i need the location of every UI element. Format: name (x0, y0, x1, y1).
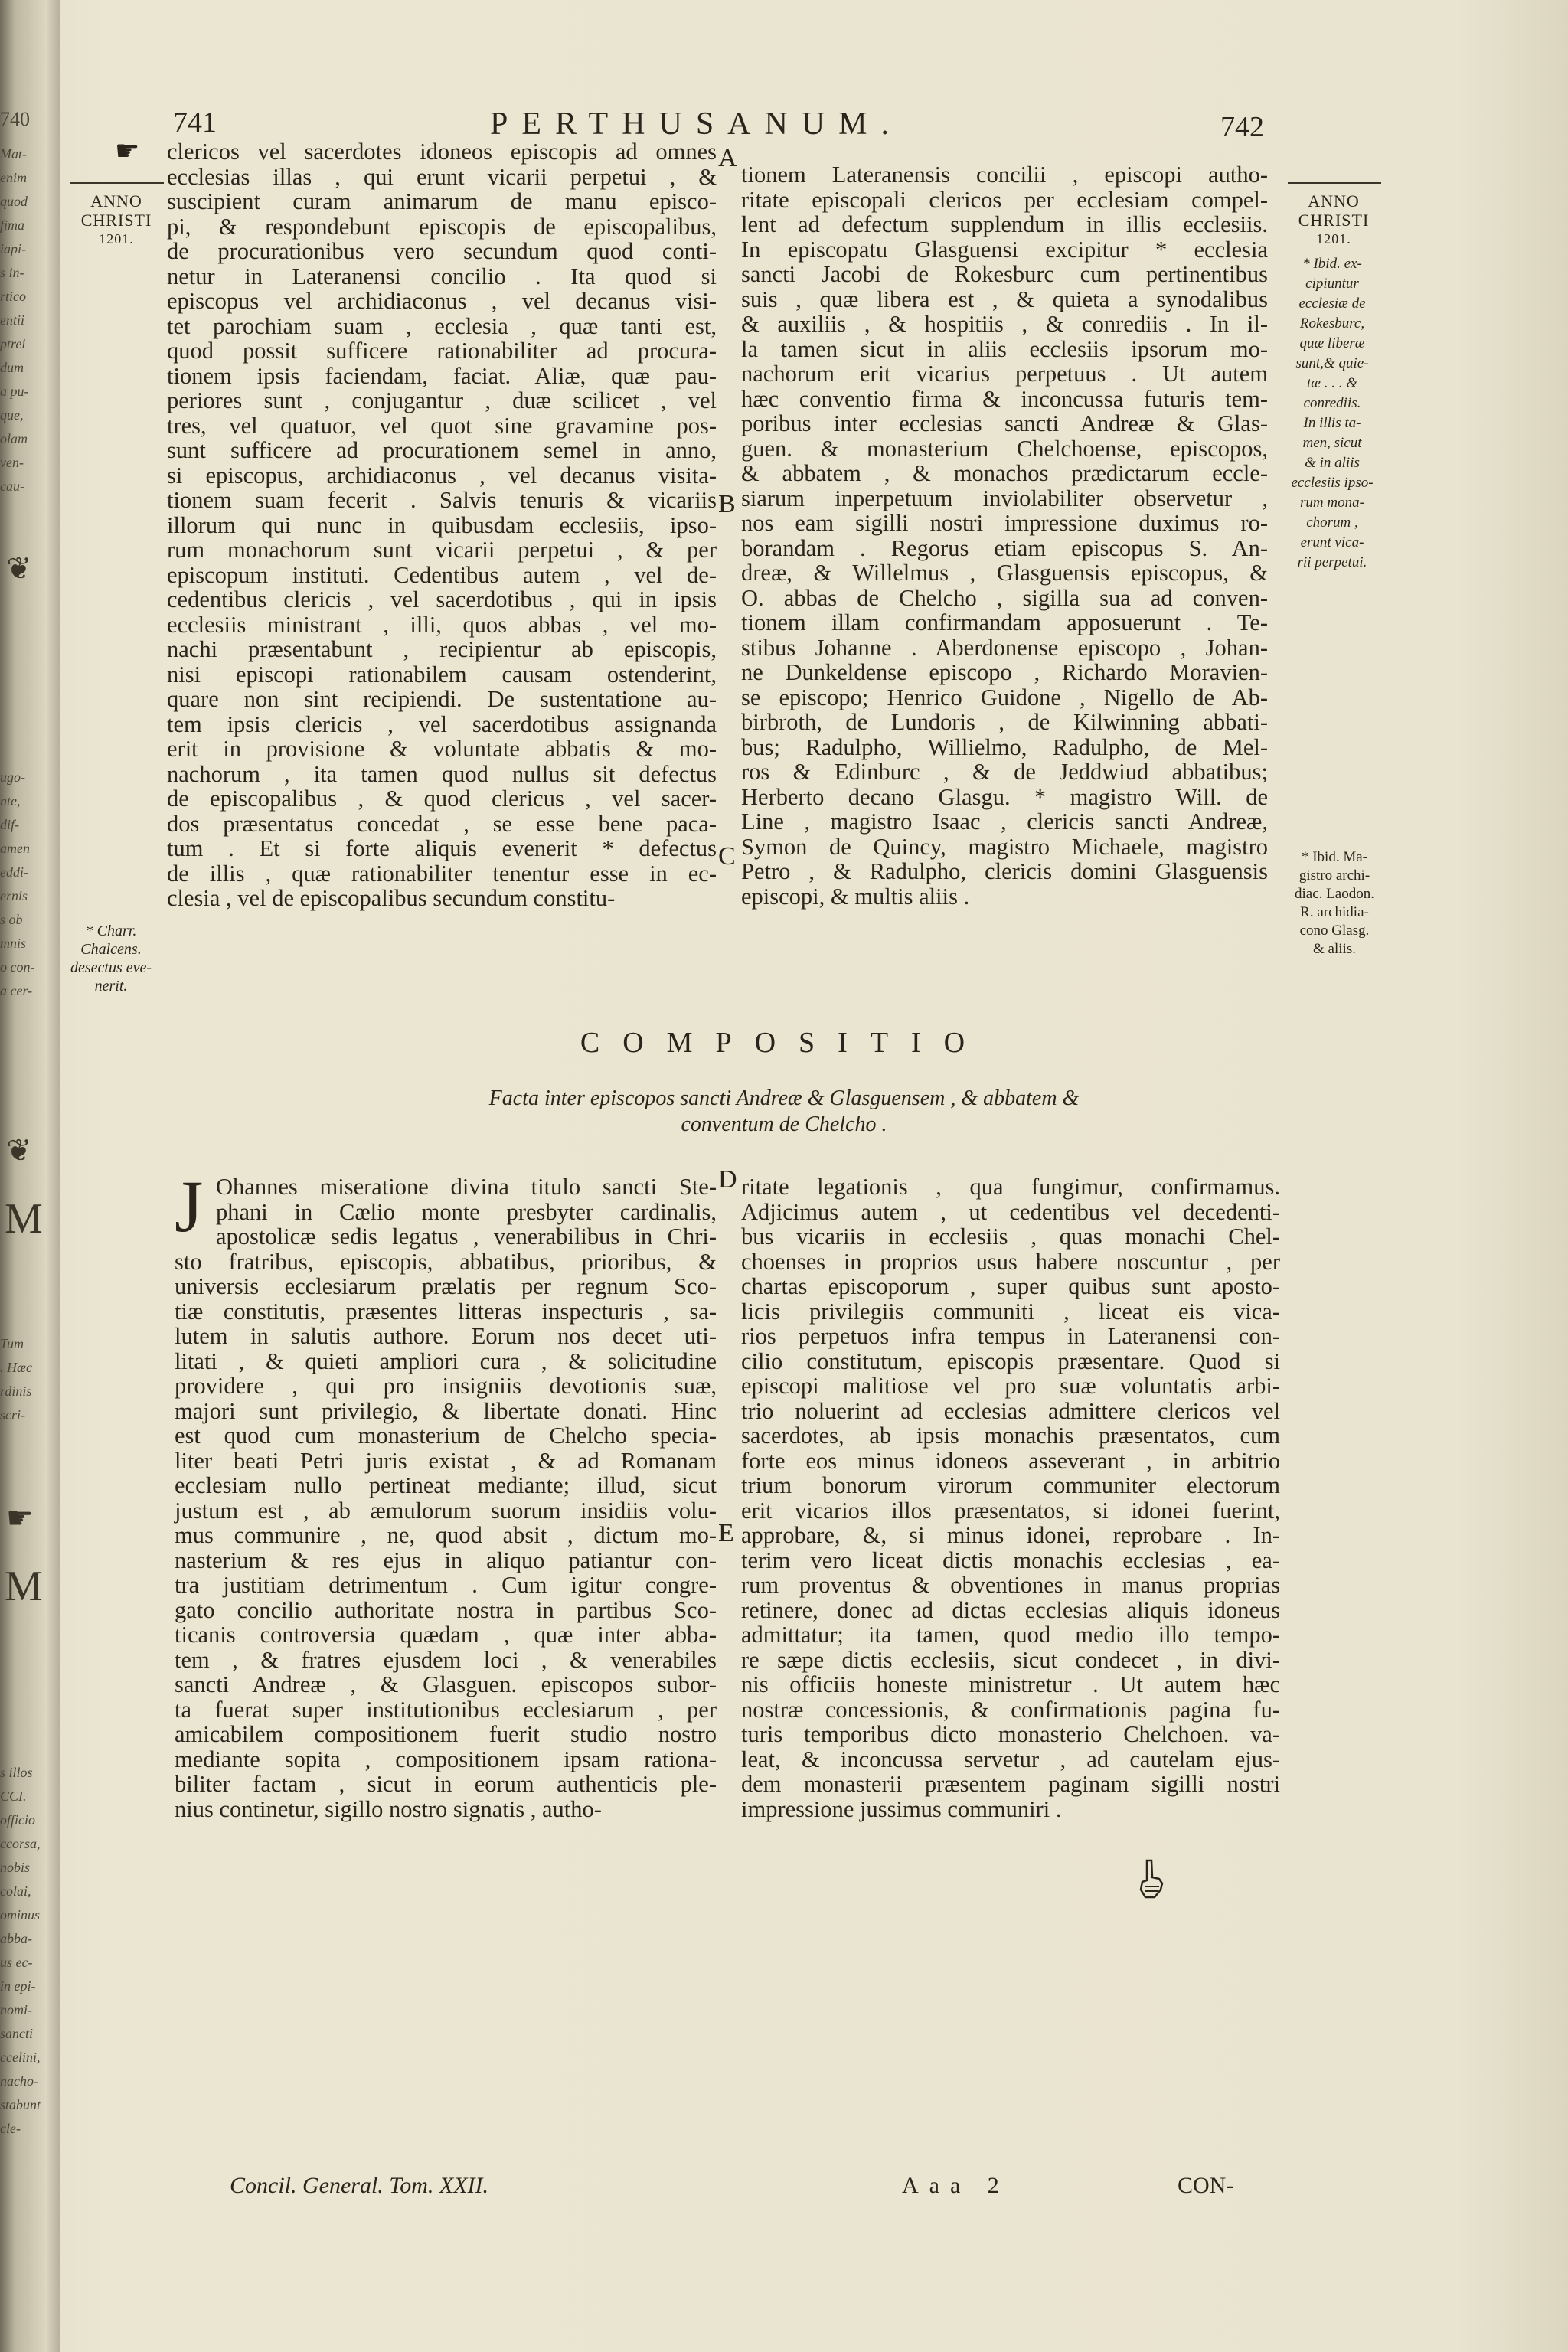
text-line: siarum inperpetuum inviolabiliter observetur , (741, 485, 1268, 511)
text-line: tionem suam fecerit . Salvis tenuris & vicariis (167, 487, 717, 513)
margin-note-line: & aliis. (1313, 941, 1356, 957)
margin-note-line: gistro archi- (1298, 867, 1370, 884)
text-line: suis , quæ libera est , & quieta a synodalibus (741, 286, 1268, 312)
fragment-line: us ec- (0, 1955, 33, 1970)
text-line: sancti Andreæ , & Glasguen. episcopos subor- (175, 1671, 717, 1697)
text-line: turis temporibus dicto monasterio Chelchoen. va- (741, 1721, 1280, 1747)
fragment-line: . Hæc (0, 1360, 32, 1375)
text-line: tra justitiam detrimentum . Cum igitur congre- (175, 1572, 717, 1598)
margin-note-line: desectus eve- (70, 959, 152, 976)
text-line: nisi episcopi rationabilem causam ostenderint, (167, 661, 717, 688)
text-line: episcopi, & multis aliis . (741, 883, 970, 910)
margin-note-line: tæ . . . & (1307, 375, 1357, 391)
text-line: nis officiis honeste ministretur . Ut autem hæc (741, 1671, 1280, 1697)
text-line: tionem illam confirmandam apposuerunt . Te- (741, 609, 1268, 635)
right-page-number: 742 (1220, 111, 1264, 143)
section-letter-d: D (718, 1165, 737, 1194)
text-line: biliter factam , sicut in eorum authenticis ple- (175, 1771, 717, 1797)
text-line: illorum qui nunc in quibusdam ecclesiis, ipso- (167, 511, 717, 538)
right-margin-note-1 (1271, 254, 1393, 573)
margin-note-line: quæ liberæ (1299, 335, 1365, 351)
text-line: amicabilem compositionem fuerit studio nostro (175, 1721, 717, 1747)
text-line: trio noluerint ad ecclesias admittere clericos vel (741, 1397, 1280, 1424)
text-line: ritate episcopali clericos per ecclesiam compel- (741, 186, 1268, 213)
text-line: la tamen sicut in aliis ecclesiis ipsorum mo- (741, 335, 1268, 362)
text-line: clericos vel sacerdotes idoneos episcopis ad omnes (167, 139, 717, 165)
text-line: providere , qui pro insigniis devotionis suæ, (175, 1373, 717, 1399)
text-line: sancti Jacobi de Rokesburc cum pertinentibus (741, 261, 1268, 287)
text-line: periores sunt , conjugantur , duæ scilicet , vel (167, 387, 717, 413)
fragment-line: nomi- (0, 2002, 32, 2017)
fragment-line: ominus (0, 1907, 41, 1922)
text-line: rios perpetuos infra tempus in Lateranensi con- (741, 1323, 1280, 1349)
section-title: COMPOSITIO (580, 1027, 988, 1059)
text-line: sto fratribus, episcopis, abbatibus, prioribus, & (175, 1248, 717, 1275)
text-line: gato concilio authoritate nostra in partibus Sco- (175, 1596, 717, 1623)
text-line: rum proventus & obventiones in manus proprias (741, 1572, 1280, 1598)
fragment-line: abba- (0, 1931, 32, 1946)
text-line: universis ecclesiarum prælatis per regnum Sco- (175, 1273, 717, 1299)
text-line: suscipient curam animarum de manu episco- (167, 188, 717, 214)
text-line: tum . Et si forte aliquis evenerit * defectus (167, 835, 717, 861)
text-line: pi, & respondebunt episcopis de episcopalibus, (167, 213, 717, 240)
text-line: liter beati Petri juris existat , & ad Romanam (175, 1447, 717, 1474)
text-line: ecclesias illas , qui erunt vicarii perpetui , & (167, 163, 717, 190)
volume-reference: Concil. General. Tom. XXII. (230, 2173, 489, 2198)
text-line: ritate legationis , qua fungimur, confirmamus. (741, 1174, 1280, 1200)
fragment-line: dif- (0, 817, 19, 832)
text-line: licis privilegiis communiti , liceat eis vica- (741, 1298, 1280, 1325)
running-title: PERTHUSANUM. (490, 106, 903, 142)
text-line: tiæ constitutis, præsentes litteras inspecturis , sa- (175, 1298, 717, 1325)
text-line: impressione jussimus communiri . (741, 1795, 1062, 1822)
fragment-line: a cer- (0, 983, 33, 998)
fragment-line: in epi- (0, 1978, 36, 1994)
margin-rule (1288, 182, 1381, 184)
drop-cap: J (175, 1165, 204, 1247)
margin-note-line: diac. Laodon. (1295, 886, 1374, 902)
text-line: tionem ipsis faciendam, faciat. Aliæ, quæ pau- (167, 362, 717, 389)
text-line: & abbatem , & monachos prædictarum eccle- (741, 460, 1268, 486)
text-line: Herberto decano Glasgu. * magistro Will. de (741, 783, 1268, 810)
text-line: ecclesiis ministrant , illi, quos abbas , vel mo- (167, 611, 717, 638)
text-line: ros & Edinburc , & de Jeddwiud abbatibus; (741, 759, 1268, 785)
text-line: nachi præsentabunt , recipientur ab episcopis, (167, 636, 717, 662)
text-line: ticanis controversia quædam , quæ inter abba- (175, 1622, 717, 1648)
margin-note-line: * Ibid. Ma- (1301, 849, 1367, 865)
fragment-line: rtico (0, 289, 26, 304)
text-line: approbare, &, si minus idonei, reprobare . In- (741, 1522, 1280, 1548)
text-line: ne Dunkeldense episcopo , Richardo Moravien- (741, 659, 1268, 685)
fragment-line: entii (0, 312, 24, 328)
text-line: dem monasterii præsentem paginam sigilli nostri (741, 1771, 1280, 1797)
text-line: admittatur; ita tamen, quod medio illo tempo- (741, 1622, 1280, 1648)
fragment-line: dum (0, 360, 24, 375)
text-line: chartas episcoporum , super quibus sunt aposto- (741, 1273, 1280, 1299)
fragment-line: Mat- (0, 146, 27, 162)
text-line: mediante sopita , compositionem ipsam rationa- (175, 1746, 717, 1772)
fragment-line: mnis (0, 936, 27, 951)
text-line: nos eam sigilli nostri impressione duximus ro- (741, 510, 1268, 536)
text-line: bus; Radulpho, Willielmo, Radulpho, de Mel- (741, 733, 1268, 760)
text-line: O. abbas de Chelcho , sigilla sua ad conven- (741, 584, 1268, 611)
catchword: CON- (1178, 2173, 1234, 2198)
text-line: leat, & inconcussa servetur , ad cautelam ejus- (741, 1746, 1280, 1772)
text-line: cilio constitutum, episcopis præsentare. Quod si (741, 1348, 1280, 1374)
text-line: lent ad defectum supplendum in illis ecclesiis. (741, 211, 1268, 237)
section-letter-b: B (718, 490, 736, 518)
text-line: retinere, donec ad dictas ecclesias aliquis idoneus (741, 1596, 1280, 1623)
margin-note-line: R. archidia- (1300, 904, 1369, 920)
text-line: mus communire , ne, quod absit , dictum mo- (175, 1522, 717, 1548)
text-line: Ohannes miseratione divina titulo sancti Ste- (216, 1174, 717, 1200)
fragment-line: quod (0, 194, 28, 209)
fragment-line: ptrei (0, 336, 26, 351)
text-line: tionem Lateranensis concilii , episcopi autho- (741, 162, 1268, 188)
text-line: lutem in salutis authore. Eorum nos decet uti- (175, 1323, 717, 1349)
lower-left-column (175, 1174, 717, 1821)
signature-mark: Aaa 2 (902, 2173, 1010, 2198)
section-letter-a: A (718, 144, 737, 172)
text-line: dreæ, & Willelmus , Glasguensis episcopus, & (741, 560, 1268, 586)
section-letter-c: C (718, 842, 736, 871)
previous-page-fragments-1 (0, 142, 46, 498)
text-line: rum monachorum sunt vicarii perpetui , & per (167, 537, 717, 563)
text-line: si episcopus, archidiaconus , vel decanus visita- (167, 462, 717, 488)
margin-note-line: rum mona- (1300, 495, 1364, 511)
margin-note-line: men, sicut (1302, 435, 1362, 451)
upper-right-column (741, 162, 1268, 909)
fragment-line: iapi- (0, 241, 26, 256)
fragment-line: enim (0, 170, 27, 185)
text-line: clesia , vel de episcopalibus secundum constitu- (167, 885, 616, 911)
fragment-line: rdinis (0, 1383, 32, 1399)
previous-page-fragments-4 (0, 1761, 46, 2141)
text-line: stibus Johanne . Aberdonense episcopo , Johan- (741, 634, 1268, 661)
margin-note-line: ecclesiis ipso- (1291, 475, 1374, 491)
fragment-line: colai, (0, 1883, 31, 1899)
text-line: majori sunt privilegio, & libertate donati. Hinc (175, 1397, 717, 1424)
text-line: erit vicarios illos præsentatos, si idonei fuerint, (741, 1497, 1280, 1524)
text-line: trium bonorum virorum communiter electorum (741, 1472, 1280, 1498)
text-line: sunt sufficere ad procurationem semel in anno, (167, 437, 717, 463)
christi-label: CHRISTI (1298, 211, 1370, 230)
fragment-line: officio (0, 1812, 35, 1828)
text-line: se episcopo; Henrico Guidone , Nigello de Ab- (741, 684, 1268, 710)
lower-right-column (741, 1174, 1280, 1821)
fragment-line: cle- (0, 2121, 21, 2136)
pointing-hand-icon: ☛ (115, 136, 140, 166)
margin-note-line: chorum , (1306, 514, 1358, 531)
text-line: guen. & monasterium Chelchoense, episcopos, (741, 435, 1268, 462)
fragment-line: ven- (0, 455, 24, 470)
text-line: cedentibus clericis , vel sacerdotibus , qui in ipsis (167, 586, 717, 612)
previous-page-fragments-2 (0, 766, 46, 1003)
text-line: quare non sint recipiendi. De sustentatione au- (167, 686, 717, 712)
text-line: episcopus vel archidiaconus , vel decanus visi- (167, 288, 717, 314)
fragment-line: Tum (0, 1336, 24, 1351)
christi-label: CHRISTI (80, 211, 152, 230)
fragment-line: amen (0, 841, 30, 856)
text-line: nachorum , ita tamen quod nullus sit defectus (167, 760, 717, 787)
margin-note-line: erunt vica- (1300, 534, 1364, 550)
text-line: phani in Cælio monte presbyter cardinalis, (216, 1198, 717, 1225)
upper-left-column (167, 139, 717, 911)
previous-page-big-letter-1: M (5, 1195, 43, 1243)
right-margin-note-2 (1277, 848, 1392, 959)
margin-note-line: nerit. (94, 978, 128, 995)
margin-note-line: In illis ta- (1303, 415, 1361, 431)
text-line: episcopi malitiose vel pro suæ voluntatis arbi- (741, 1373, 1280, 1399)
text-line: quod possit sufficere rationabiliter ad procura- (167, 338, 717, 364)
fragment-line: fima (0, 217, 25, 233)
subtitle-line-1: Facta inter episcopos sancti Andreæ & Glasguensem , & abbatem & (488, 1086, 1080, 1110)
text-line: birbroth, de Lundoris , de Kilwinning abbati- (741, 709, 1268, 735)
text-line: netur in Lateranensi concilio . Ita quod si (167, 263, 717, 289)
fragment-line: stabunt (0, 2097, 41, 2112)
fragment-line: que, (0, 407, 24, 423)
fragment-line: a pu- (0, 384, 29, 399)
text-line: nius continetur, sigillo nostro signatis , autho- (175, 1795, 602, 1822)
text-line: Line , magistro Isaac , clericis sancti Andreæ, (741, 808, 1268, 835)
left-margin-anno (69, 191, 164, 249)
fragment-line: sancti (0, 2026, 33, 2041)
margin-note-line: cono Glasg. (1299, 923, 1370, 939)
previous-page-fragments-3 (0, 1332, 46, 1427)
text-line: sacerdotes, ab ipsis monachis præsentatos, cum (741, 1423, 1280, 1449)
text-line: Symon de Quincy, magistro Michaele, magistro (741, 833, 1268, 860)
text-line: borandam . Regorus etiam episcopus S. An- (741, 534, 1268, 561)
section-letter-e: E (718, 1519, 734, 1547)
left-page-number: 741 (173, 106, 217, 139)
fragment-line: ccorsa, (0, 1836, 41, 1851)
fragment-line: scri- (0, 1407, 25, 1423)
text-line: tres, vel quatuor, vel quot sine gravamine pos- (167, 412, 717, 439)
text-line: est quod cum monasterium de Chelcho specia- (175, 1423, 717, 1449)
margin-note-line: & in aliis (1305, 455, 1360, 471)
margin-note-line: sunt,& quie- (1295, 355, 1369, 371)
margin-note-line: ecclesiæ de (1298, 296, 1366, 312)
fragment-line: nte, (0, 793, 21, 808)
fragment-line: nacho- (0, 2073, 38, 2089)
text-line: Petro , & Radulpho, clericis domini Glasguensis (741, 858, 1268, 884)
text-line: choenses in proprios usus habere noscuntur , per (741, 1248, 1280, 1275)
fragment-line: eddi- (0, 864, 28, 880)
text-line: de episcopalibus , & quod clericus , vel sacer- (167, 786, 717, 812)
text-line: tet parochiam suam , ecclesia , quæ tanti est, (167, 312, 717, 339)
margin-rule (70, 182, 164, 184)
year-label: 1201. (99, 231, 134, 247)
fragment-line: o con- (0, 959, 35, 975)
pointing-hand-down-icon (1136, 1859, 1167, 1900)
fragment-line: ugo- (0, 769, 25, 785)
text-line: & auxiliis , & hospitiis , & conrediis . In il- (741, 311, 1268, 337)
text-line: episcopum instituti. Cedentibus autem , vel de- (167, 561, 717, 588)
text-line: nostræ concessionis, & confirmationis pagina fu- (741, 1696, 1280, 1723)
fragment-line: s illos (0, 1765, 33, 1780)
ornament-icon: ❦ (6, 1133, 32, 1168)
fragment-line: nobis (0, 1860, 31, 1875)
text-line: de procurationibus vero secundum quod conti- (167, 238, 717, 264)
previous-page-number: 740 (0, 108, 30, 130)
subtitle-line-2: conventum de Chelcho . (681, 1112, 887, 1136)
text-line: justum est , ab æmulorum suorum insidiis volu- (175, 1497, 717, 1524)
margin-note-line: * Ibid. ex- (1302, 256, 1362, 272)
text-line: nachorum erit vicarius perpetuus . Ut autem (741, 361, 1268, 387)
text-line: bus vicariis in ecclesiis , quas monachi Chel- (741, 1223, 1280, 1250)
margin-note-line: conrediis. (1303, 395, 1361, 411)
margin-note-line: cipiuntur (1305, 276, 1359, 292)
text-line: apostolicæ sedis legatus , venerabilibus in Chri- (216, 1223, 717, 1250)
text-line: forte eos minus idoneos asseverant , in arbitrio (741, 1447, 1280, 1474)
anno-label: ANNO (90, 191, 142, 211)
fragment-line: ccelini, (0, 2050, 41, 2065)
fragment-line: CCI. (0, 1788, 27, 1804)
text-line: In episcopatu Glasguensi excipitur * ecclesia (741, 236, 1268, 263)
section-subtitle (0, 1086, 1568, 1138)
text-line: tem ipsis clericis , vel sacerdotibus assignanda (167, 710, 717, 737)
text-line: de illis , quæ rationabiliter tenentur esse in ec- (167, 860, 717, 887)
ornament-icon: ❦ (6, 551, 32, 586)
left-margin-charter-note (60, 922, 162, 995)
margin-note-line: rii perpetui. (1297, 554, 1367, 570)
fragment-line: olam (0, 431, 28, 446)
text-line: nasterium & res ejus in aliquo patiantur con- (175, 1547, 717, 1573)
pointing-hand-icon: ☛ (6, 1501, 34, 1536)
year-label: 1201. (1316, 231, 1351, 247)
text-line: re sæpe dictis ecclesiis, sicut condecet , in divi- (741, 1646, 1280, 1673)
text-line: erit in provisione & voluntate abbatis & mo- (167, 736, 717, 762)
anno-label: ANNO (1308, 191, 1360, 211)
margin-note-line: Rokesburc, (1299, 315, 1365, 332)
fragment-line: s ob (0, 912, 23, 927)
fragment-line: cau- (0, 479, 24, 494)
fragment-line: ernis (0, 888, 28, 903)
text-line: hæc conventio firma & inconcussa futuris tem- (741, 385, 1268, 412)
right-margin-anno (1286, 191, 1381, 249)
previous-page-big-letter-2: M (5, 1563, 43, 1610)
margin-note-line: * Charr. (85, 923, 137, 939)
text-line: terim vero liceat dictis monachis ecclesias , ea- (741, 1547, 1280, 1573)
text-line: ecclesiam nullo pertineat mediante; illud, sicut (175, 1472, 717, 1498)
text-line: poribus inter ecclesias sancti Andreæ & Glas- (741, 410, 1268, 436)
text-line: Adjicimus autem , ut cedentibus vel decedenti- (741, 1198, 1280, 1225)
margin-note-line: Chalcens. (80, 941, 142, 958)
text-line: litati , & quieti ampliori cura , & solicitudine (175, 1348, 717, 1374)
fragment-line: s in- (0, 265, 24, 280)
text-line: dos præsentatus concedat , se esse bene paca- (167, 810, 717, 837)
text-line: tem , & fratres ejusdem loci , & venerabiles (175, 1646, 717, 1673)
text-line: ta fuerat super institutionibus ecclesiarum , per (175, 1696, 717, 1723)
